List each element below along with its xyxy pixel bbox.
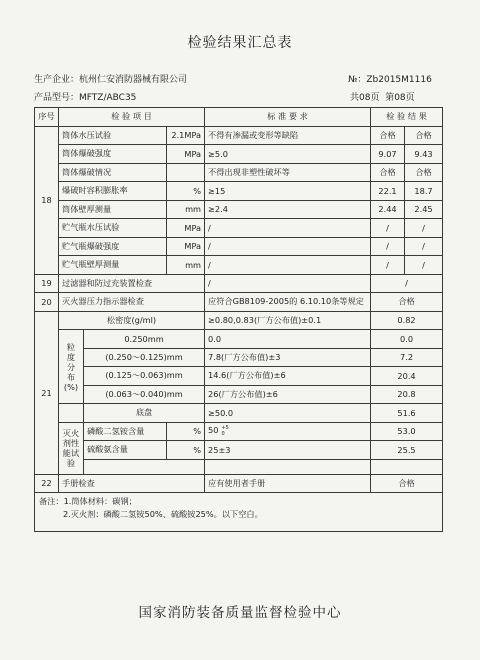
table-row: [35, 367, 443, 386]
result-cell: 2.44: [371, 200, 405, 219]
item-cell: 筒体爆破情况: [59, 163, 167, 182]
table-row: [35, 182, 443, 201]
item-cell: 灭火器压力指示器检查: [59, 293, 205, 312]
item-cell: 贮气瓶爆破强度: [59, 237, 167, 256]
manufacturer-label: 生产企业：: [34, 75, 80, 85]
range-cell: (0.125～0.063)mm: [84, 367, 205, 386]
requirement-cell: 25±3: [205, 441, 371, 460]
item-cell: 筒体壁厚测量: [59, 200, 167, 219]
particle-size-label: 粒 度 分 布 (%): [59, 330, 84, 404]
unit-cell: MPa: [167, 145, 205, 164]
unit-cell: mm: [167, 256, 205, 275]
table-row: [35, 422, 443, 441]
range-cell: (0.063～0.040)mm: [84, 385, 205, 404]
unit-cell: mm: [167, 200, 205, 219]
result-cell: 53.0: [371, 422, 443, 441]
result-cell: /: [371, 237, 405, 256]
requirement-value: 50: [208, 425, 219, 436]
tolerance-upper: +5: [221, 425, 229, 432]
model-label: 产品型号：: [34, 93, 80, 103]
result-cell: 22.1: [371, 182, 405, 201]
result-cell: 20.4: [371, 367, 443, 386]
result-cell: 0.0: [371, 330, 443, 349]
unit-cell: %: [167, 422, 205, 441]
header-result: 检 验 结 果: [371, 108, 443, 127]
item-cell: 手册检查: [59, 474, 205, 493]
table-row: [35, 311, 443, 330]
result-cell: 9.07: [371, 145, 405, 164]
unit-cell: %: [167, 182, 205, 201]
result-cell: 0.82: [371, 311, 443, 330]
total-pages: 共08页: [350, 93, 380, 103]
report-number: №：Zb2015M1116: [348, 75, 432, 85]
requirement-cell: 14.6(厂方公布值)±6: [205, 367, 371, 386]
table-row: [35, 274, 443, 293]
header-seq: 序号: [35, 108, 59, 127]
table-row: [35, 474, 443, 493]
manufacturer-value: 杭州仁安消防器械有限公司: [79, 75, 188, 85]
table-row: [35, 126, 443, 145]
item-cell: 松密度(g/ml): [59, 311, 205, 330]
item-cell: 过滤器和防过充装置检查: [59, 274, 205, 293]
result-cell: /: [371, 274, 443, 293]
table-row: [35, 404, 443, 423]
empty-cell: [84, 459, 205, 474]
tolerance: [221, 425, 228, 437]
requirement-cell: ≥50.0: [205, 404, 371, 423]
requirement-cell: 不得出现非塑性破坏等: [205, 163, 371, 182]
item-cell: 筒体爆破强度: [59, 145, 167, 164]
result-cell: /: [371, 219, 405, 238]
notes-row: [35, 493, 443, 532]
result-cell: 20.8: [371, 385, 443, 404]
requirement-cell: /: [205, 256, 371, 275]
result-cell: /: [405, 256, 443, 275]
result-cell: 25.5: [371, 441, 443, 460]
page-number: 第08页: [385, 93, 415, 103]
result-cell: /: [371, 256, 405, 275]
table-row: [35, 293, 443, 312]
table-row: [35, 441, 443, 460]
result-cell: 合格: [371, 126, 405, 145]
requirement-cell: [205, 422, 371, 441]
result-cell: 9.43: [405, 145, 443, 164]
note-line-2: 2.灭火剂：磷酸二氢铵50%、硫酸铵25%。以下空白。: [63, 509, 263, 519]
range-cell: (0.250～0.125)mm: [84, 348, 205, 367]
requirement-cell: /: [205, 237, 371, 256]
results-table: [34, 107, 443, 532]
header-requirement: 标 准 要 求: [205, 108, 371, 127]
seq-cell: 18: [35, 126, 59, 274]
table-row: [35, 163, 443, 182]
page-title: 检验结果汇总表: [187, 35, 293, 51]
requirement-cell: 26(厂方公布值)±6: [205, 385, 371, 404]
result-cell: 合格: [405, 126, 443, 145]
result-cell: 合格: [405, 163, 443, 182]
note-line-1: 备注：1.筒体材料：碳钢；: [39, 496, 137, 506]
requirement-cell: 应有使用者手册: [205, 474, 371, 493]
range-cell: 0.250mm: [84, 330, 205, 349]
requirement-cell: ≥2.4: [205, 200, 371, 219]
result-cell: 合格: [371, 163, 405, 182]
result-cell: 合格: [371, 293, 443, 312]
manufacturer-line: [34, 72, 187, 85]
requirement-cell: 0.0: [205, 330, 371, 349]
table-header-row: [35, 108, 443, 127]
result-cell: 7.2: [371, 348, 443, 367]
table-row: [35, 145, 443, 164]
model-value: MFTZ/ABC35: [79, 93, 137, 103]
result-cell: /: [405, 237, 443, 256]
table-row: [35, 459, 443, 474]
empty-cell: [371, 459, 443, 474]
issuer-footer: 国家消防装备质量监督检验中心: [138, 605, 342, 621]
item-cell: 爆破时容积膨胀率: [59, 182, 167, 201]
requirement-cell: /: [205, 219, 371, 238]
model-line: [34, 90, 136, 103]
empty-cell: [59, 404, 84, 423]
unit-cell: MPa: [167, 237, 205, 256]
table-row: [35, 385, 443, 404]
header-item: 检 验 项 目: [59, 108, 205, 127]
item-cell: 硫酸氨含量: [84, 441, 167, 460]
table-row: [35, 219, 443, 238]
seq-cell: 22: [35, 474, 59, 493]
item-cell: 贮气瓶壁厚测量: [59, 256, 167, 275]
result-cell: 合格: [371, 474, 443, 493]
tolerance-lower: 0: [221, 431, 225, 438]
table-row: [35, 200, 443, 219]
requirement-cell: ≥0.80,0.83(厂方公布值)±0.1: [205, 311, 371, 330]
result-cell: 2.45: [405, 200, 443, 219]
unit-cell: %: [167, 441, 205, 460]
unit-cell: MPa: [167, 219, 205, 238]
result-cell: /: [405, 219, 443, 238]
table-row: [35, 348, 443, 367]
seq-cell: 19: [35, 274, 59, 293]
agent-performance-label: 灭火 剂性 能试 验: [59, 422, 84, 474]
requirement-cell: 7.8(厂方公布值)±3: [205, 348, 371, 367]
requirement-cell: 应符合GB8109-2005的 6.10.10条等规定: [205, 293, 371, 312]
table-row: [35, 330, 443, 349]
page-count: [350, 90, 415, 103]
table-row: [35, 256, 443, 275]
table-row: [35, 237, 443, 256]
requirement-cell: ≥5.0: [205, 145, 371, 164]
result-cell: 51.6: [371, 404, 443, 423]
unit-cell: [167, 163, 205, 182]
notes-cell: [35, 493, 443, 532]
item-cell: 筒体水压试验: [59, 126, 167, 145]
requirement-cell: /: [205, 274, 371, 293]
range-cell: 底盘: [84, 404, 205, 423]
requirement-cell: 不得有渗漏或变形等缺陷: [205, 126, 371, 145]
requirement-cell: ≥15: [205, 182, 371, 201]
empty-cell: [205, 459, 371, 474]
seq-cell: 21: [35, 311, 59, 474]
unit-cell: 2.1MPa: [167, 126, 205, 145]
result-cell: 18.7: [405, 182, 443, 201]
seq-cell: 20: [35, 293, 59, 312]
item-cell: 贮气瓶水压试验: [59, 219, 167, 238]
item-cell: 磷酸二氢铵含量: [84, 422, 167, 441]
